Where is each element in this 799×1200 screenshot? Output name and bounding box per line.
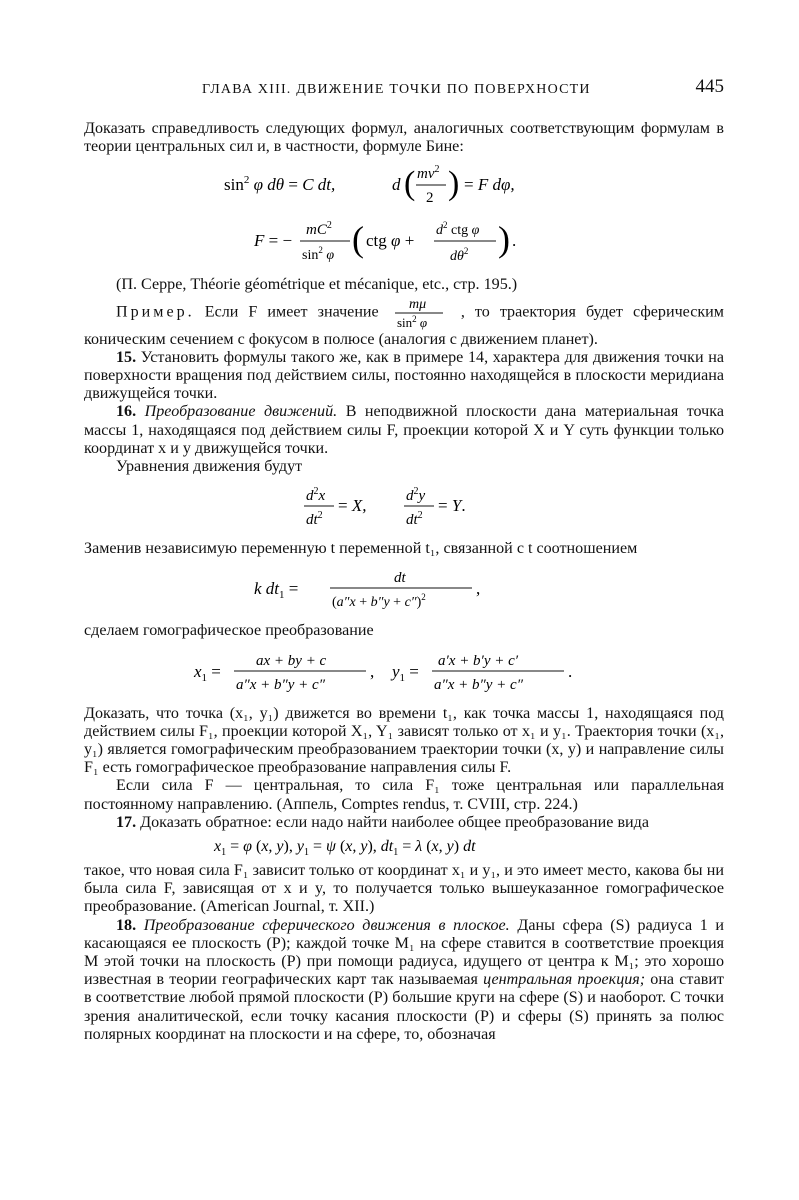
problem-18-text-a: Даны сфера (S) радиуса 1 и касающаяся ее плоскость (P); каждой точке M₁ на сфере ставится в соответствие проекция M этой точки на плоскость (P) при помощи радиуса, идущего от центра к M₁; это хорошо известная в теории географических карт так называемая [84,916,724,989]
problem-number-15: 15. [116,348,137,366]
paragraph-16f: Если сила F — центральная, то сила F₁ тоже центральная или параллельная постоянному направлению. (Аппель, Comptes rendus, т. CVIII, стр. 224.) [84,777,724,813]
paragraph-16b: Уравнения движения будут [116,458,303,476]
svg-text:k dt1 =: k $dt_1$ = [254,579,299,602]
example-text-b: , то траектория будет сферическим коническим сечением с фокусом в полюсе (аналогия с движением планет). [84,303,724,348]
paragraph-intro: Доказать справедливость следующих формул, аналогичных соответствующим формулам в теории центральных сил и, в частности, формуле Бине: [84,120,724,156]
paragraph-16c: Заменив независимую переменную t переменной t₁, связанной с t соотношением [84,540,638,558]
svg-text:(a″x + b″y + c″)2: $(a''x + b''y + c'')^2$ [332,592,426,611]
svg-text:sin2 φ dθ = C dt,: $\sin^2 \varphi$ dθ = C dt, [224,174,336,195]
svg-text:ctg φ +: ctg φ + [366,231,415,251]
page-number: 445 [695,76,724,97]
svg-text:a′x + b′y + c′: a′x + b′y + c′ [438,652,519,669]
problem-18-term: центральная проекция; [483,971,646,989]
svg-text:sin2 φ: $\sin^2 \varphi$ [302,245,335,264]
formula-2-svg [254,218,554,266]
problem-number-17: 17. [116,813,137,831]
problem-number-16: 16. [116,403,137,421]
svg-text:d2 ctg φ: $d^2$ ctg φ [436,220,480,239]
problem-15-text: Установить формулы такого же, как в примере 14, характера для движения точки на поверхности вращения под действием силы, постоянно находящейся в плоскости меридиана движущейся точки. [84,348,724,403]
svg-text:.: . [568,661,573,681]
svg-text:d2x: $d^2x$ [306,486,326,505]
svg-text:dθ2: $d\theta^2$ [450,246,469,265]
problem-18-text-b: она ставит в соответствие любой прямой плоскости (P) большие круги на сфере (S) и наоборот. С точки зрения аналитической, если точку касания плоскости (P) и сферы (S) принять за полюс полярных координат на плоскости и на сфере, то, обозначая [84,971,724,1043]
svg-text:dt2: $dt^2$ [306,510,323,529]
svg-text:x1 = φ (x, y), y1 = ψ (x, y): $x_1 = \varphi$ (x, y), $y_1 = \psi$ (x, y), $dt_1 = \lambda$ (x, y) dt [214,838,476,859]
svg-text:): ) [498,219,510,260]
svg-text:.: . [512,231,517,251]
paragraph-16d: сделаем гомографическое преобразование [84,622,374,640]
svg-text:mv2: $mv^2$ [417,164,440,183]
page-header [84,76,724,106]
formula-4-svg [254,566,554,612]
problem-17-text: Доказать обратное: если надо найти наиболее общее преобразование вида [140,813,649,831]
paragraph-example [84,295,724,349]
formula-general-transform [84,834,724,858]
svg-text:= F dφ,: = F dφ, [464,175,515,195]
problem-number-18: 18. [116,916,137,934]
svg-text:2: 2 [426,190,434,207]
running-title: ГЛАВА XIII. ДВИЖЕНИЕ ТОЧКИ ПО ПОВЕРХНОСТИ [202,82,591,97]
formula-homographic [84,649,724,695]
formula-3-svg [304,484,504,530]
svg-text:): ) [448,165,460,203]
reference-serret: (П. Серре, Théorie géométrique et mécanique, etc., стр. 195.) [116,276,518,294]
example-text-a: Если F имеет значение [204,303,379,321]
svg-text:x1 =: $x_1$ = [194,661,221,684]
svg-text:y1 =: $y_1$ = [392,661,419,684]
formula-6-svg [214,834,594,858]
paragraph-16e: Доказать, что точка (x₁, y₁) движется во времени t₁, как точка массы 1, находящаяся под действием силы F₁, проекции которой X₁, Y₁ зависят только от x₁ и y₁. Траектория точки (x₁, y₁) является гомографическим преобразованием траектории точки (x, y) и направление силы F₁ есть гомографическое преобразование направления силы F. [84,704,724,777]
page-body [84,120,724,1044]
paragraph-17 [84,814,724,832]
svg-text:dt2: $dt^2$ [406,510,423,529]
svg-text:d: d [392,175,401,195]
formula-equations-motion [84,484,724,530]
paragraph-18 [84,917,724,1044]
paragraph-17b: такое, что новая сила F₁ зависит только от координат x₁ и y₁, и это имеет место, какова бы ни была сила F, зависящая от x и y, то получается только вышеуказанное гомографическое преобразование. (American Journal, т. XII.) [84,862,724,916]
svg-text:= Y.: = Y. [438,496,466,516]
formula-1-svg [224,164,584,208]
formula-k-dt1 [84,566,724,612]
paragraph-15 [84,349,724,404]
svg-text:,: , [370,661,375,681]
svg-text:= X,: = X, [338,496,367,516]
svg-text:sin2 φ: $\sin^2 \varphi$ [396,313,427,330]
svg-text:a″x + b″y + c″: a″x + b″y + c″ [434,676,523,693]
svg-text:F = −: F = − [254,231,293,251]
formula-sin-dtheta [84,164,724,208]
problem-18-title: Преобразование сферического движения в плоское. [143,916,510,934]
svg-text:ax + by + c: ax + by + c [256,652,327,669]
svg-text:a″x + b″y + c″: a″x + b″y + c″ [236,676,325,693]
svg-text:,: , [476,579,481,599]
svg-text:dt: dt [394,570,406,587]
svg-text:d2y: $d^2y$ [406,486,426,505]
formula-F-ctg [84,218,724,266]
paragraph-16 [84,403,724,458]
problem-16-title: Преобразование движений. [144,403,338,421]
formula-5-svg [194,649,614,695]
svg-text:mC2: $mC^2$ [306,220,332,239]
example-label: Пример. [116,303,195,321]
svg-text:(: ( [352,219,364,260]
formula-example-svg [389,295,451,331]
svg-text:mμ: mμ [408,296,426,312]
svg-text:(: ( [404,165,416,203]
problem-16-text: В неподвижной плоскости дана материальная точка массы 1, находящаяся под действием силы F, проекции которой X и Y суть функции только координат x и y движущейся точки. [84,403,724,457]
